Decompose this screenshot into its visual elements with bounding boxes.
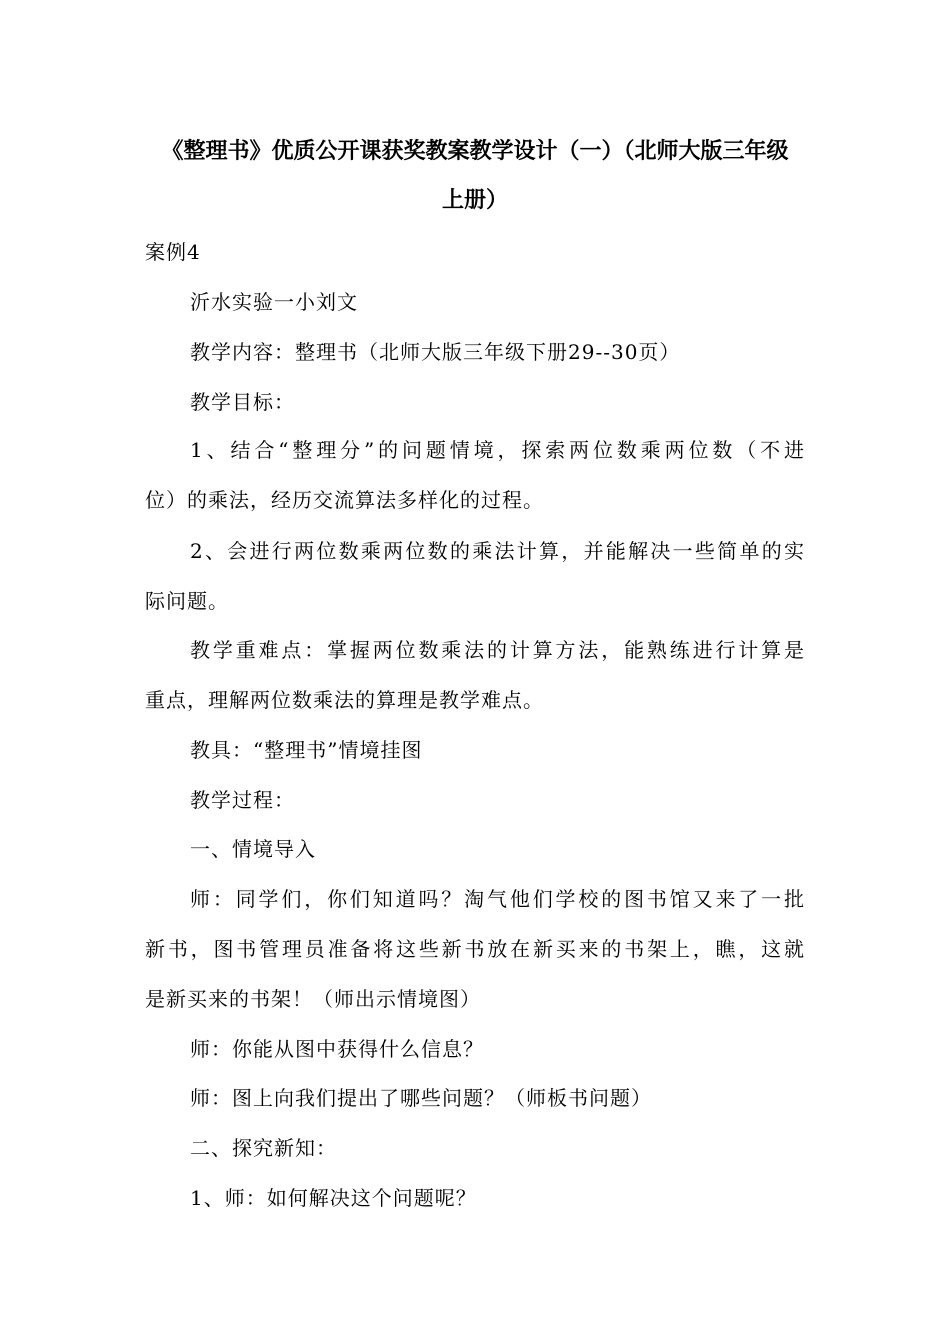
process-heading: 教学过程： [190, 788, 295, 812]
teacher-dialogue-1-line-1: 师：同学们，你们知道吗？淘气他们学校的图书馆又来了一批 [190, 887, 805, 911]
document-title-line-1: 《整理书》优质公开课获奖教案教学设计（一）（北师大版三年级 [161, 139, 789, 164]
key-points-line-1: 教学重难点：掌握两位数乘法的计算方法，能熟练进行计算是 [190, 638, 805, 662]
teacher-dialogue-2: 师：你能从图中获得什么信息？ [190, 1037, 484, 1061]
section-1-heading: 一、情境导入 [190, 837, 316, 861]
key-points-line-2: 重点，理解两位数乘法的算理是教学难点。 [145, 688, 544, 712]
teaching-tools: 教具：“整理书”情境挂图 [190, 738, 423, 762]
goal-2-line-1: 2、会进行两位数乘两位数的乘法计算，并能解决一些简单的实 [190, 539, 805, 563]
goal-1-line-1: 1、结合“整理分”的问题情境，探索两位数乘两位数（不进 [190, 438, 805, 462]
goal-1-line-2: 位）的乘法，经历交流算法多样化的过程。 [145, 488, 544, 512]
section-2-item-1: 1、师：如何解决这个问题呢？ [190, 1186, 477, 1210]
teacher-dialogue-1-line-3: 是新买来的书架！（师出示情境图） [145, 987, 481, 1011]
goal-2-line-2: 际问题。 [145, 589, 229, 613]
teaching-content: 教学内容：整理书（北师大版三年级下册29--30页） [190, 340, 681, 364]
author-line: 沂水实验一小刘文 [190, 290, 358, 314]
case-label: 案例4 [145, 240, 201, 264]
teacher-dialogue-1-line-2: 新书，图书管理员准备将这些新书放在新买来的书架上，瞧，这就 [145, 937, 805, 961]
section-2-heading: 二、探究新知： [190, 1136, 337, 1160]
goals-heading: 教学目标： [190, 390, 295, 414]
teacher-dialogue-3: 师：图上向我们提出了哪些问题？（师板书问题） [190, 1086, 652, 1110]
document-title-line-2: 上册） [441, 188, 508, 213]
